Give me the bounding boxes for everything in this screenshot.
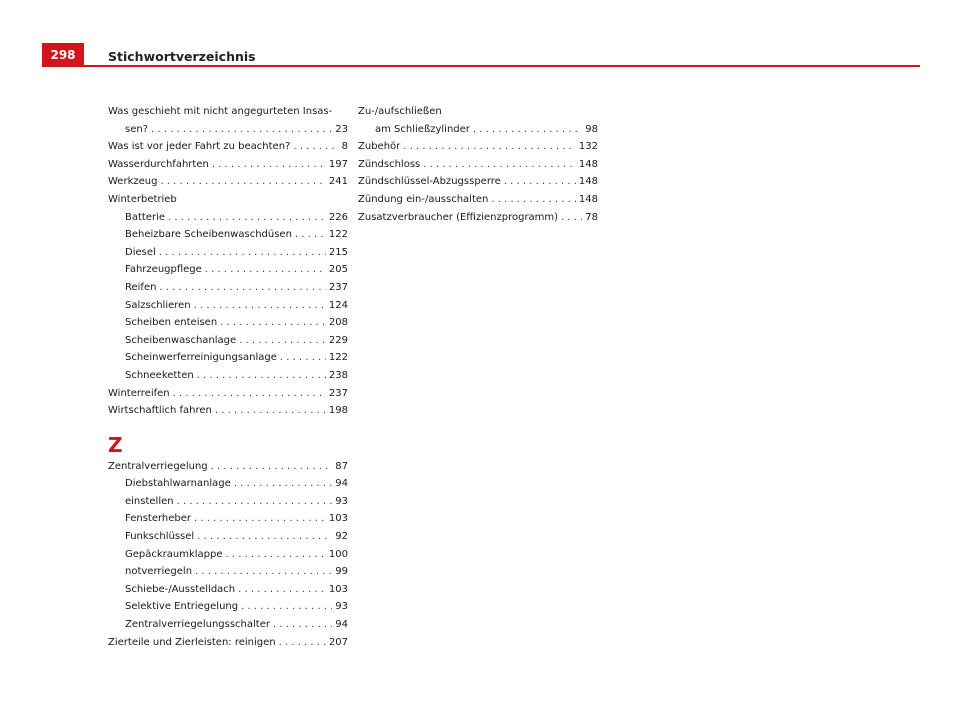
entry-label: Diesel [125, 246, 156, 258]
entry-page: 148 [578, 176, 598, 188]
dot-leader [504, 173, 576, 191]
entry-label: Winterreifen [108, 387, 170, 399]
entry-label: Zündung ein-/ausschalten [358, 193, 489, 205]
entry-page: 226 [328, 211, 348, 223]
dot-leader [211, 458, 333, 476]
entry-label: Scheinwerferreinigungsanlage [125, 352, 277, 364]
entry-page: 93 [335, 601, 348, 613]
dot-leader [295, 226, 326, 244]
entry-label: Gepäckraumklappe [125, 548, 223, 560]
entry-label: Schiebe-/Ausstelldach [125, 583, 236, 595]
entry-label: Werkzeug [108, 176, 158, 188]
dot-leader [197, 528, 332, 546]
index-entry-head: Winterbetrieb [108, 193, 177, 205]
dot-leader [173, 385, 326, 403]
entry-label: notverriegeln [125, 566, 193, 578]
dot-leader [473, 121, 582, 139]
index-subentry [108, 279, 348, 297]
entry-page: 237 [328, 387, 348, 399]
dot-leader [561, 209, 582, 227]
entry-label: Selektive Entriegelung [125, 601, 239, 613]
index-subentry [108, 598, 348, 616]
index-entry [108, 121, 348, 139]
index-subentry [108, 528, 348, 546]
index-column-right [358, 103, 598, 226]
index-entry [358, 173, 598, 191]
entry-label: Fahrzeugpflege [125, 264, 202, 276]
entry-page: 207 [328, 636, 348, 648]
entry-page: 132 [578, 141, 598, 153]
entry-page: 99 [335, 566, 348, 578]
index-subentry [108, 616, 348, 634]
entry-label: Scheibenwaschanlage [125, 334, 237, 346]
entry-label: am Schließzylinder [375, 123, 470, 135]
entry-page: 122 [328, 352, 348, 364]
entry-label: Zentralverriegelungsschalter [125, 619, 270, 631]
index-entry [358, 191, 598, 209]
dot-leader [279, 634, 326, 652]
entry-label: Funkschlüssel [125, 531, 195, 543]
entry-page: 98 [585, 123, 598, 135]
header-rule [84, 65, 920, 67]
dot-leader [215, 402, 326, 420]
entry-page: 197 [328, 158, 348, 170]
entry-label: Beheizbare Scheibenwaschdüsen [125, 229, 292, 241]
index-subentry [108, 226, 348, 244]
entry-label: Zündschlüssel-Abzugssperre [358, 176, 501, 188]
dot-leader [194, 297, 326, 315]
dot-leader [273, 616, 332, 634]
index-entry-head: Zu-/aufschließen [358, 106, 442, 117]
dot-leader [234, 475, 332, 493]
dot-leader [293, 138, 338, 156]
index-entry [108, 402, 348, 420]
index-entry [358, 209, 598, 227]
entry-page: 198 [328, 405, 348, 417]
entry-label: Schneeketten [125, 369, 194, 381]
index-entry [108, 458, 348, 476]
dot-leader [403, 138, 576, 156]
dot-leader [159, 244, 326, 262]
entry-label: Zierteile und Zierleisten: reinigen [108, 636, 276, 648]
section-letter: Z [108, 432, 123, 457]
entry-page: 215 [328, 246, 348, 258]
index-subentry [108, 493, 348, 511]
index-subentry [108, 581, 348, 599]
dot-leader [280, 349, 326, 367]
page-title: Stichwortverzeichnis [108, 49, 256, 64]
entry-page: 103 [328, 513, 348, 525]
entry-page: 8 [341, 141, 348, 153]
entry-label: Scheiben enteisen [125, 317, 218, 329]
entry-page: 87 [335, 460, 348, 472]
index-entry [108, 634, 348, 652]
entry-page: 93 [335, 495, 348, 507]
page-number: 298 [42, 43, 84, 67]
entry-page: 238 [328, 369, 348, 381]
dot-leader [212, 156, 326, 174]
dot-leader [239, 332, 326, 350]
index-entry [108, 173, 348, 191]
dot-leader [151, 121, 332, 139]
entry-label: einstellen [125, 495, 174, 507]
dot-leader [160, 173, 325, 191]
entry-label: Zubehör [358, 141, 401, 153]
index-subentry [108, 314, 348, 332]
index-entry [108, 156, 348, 174]
entry-label: Zusatzverbraucher (Effizienzprogramm) [358, 211, 559, 223]
entry-page: 94 [335, 478, 348, 490]
index-subentry [108, 261, 348, 279]
dot-leader [226, 546, 326, 564]
index-entry [108, 385, 348, 403]
entry-label: sen? [125, 123, 149, 135]
index-subentry [108, 297, 348, 315]
entry-page: 92 [335, 531, 348, 543]
index-subentry [108, 475, 348, 493]
dot-leader [168, 209, 326, 227]
entry-page: 237 [328, 281, 348, 293]
entry-page: 103 [328, 583, 348, 595]
index-subentry [108, 349, 348, 367]
entry-page: 124 [328, 299, 348, 311]
index-subentry [108, 510, 348, 528]
index-subentry [108, 332, 348, 350]
entry-label: Diebstahlwarnanlage [125, 478, 231, 490]
entry-page: 94 [335, 619, 348, 631]
entry-label: Zentralverriegelung [108, 460, 208, 472]
dot-leader [197, 367, 326, 385]
entry-page: 148 [578, 193, 598, 205]
index-column-left [108, 103, 348, 651]
index-subentry [108, 546, 348, 564]
dot-leader [177, 493, 333, 511]
index-subentry [108, 367, 348, 385]
entry-label: Wirtschaftlich fahren [108, 405, 212, 417]
dot-leader [194, 510, 326, 528]
entry-label: Salzschlieren [125, 299, 191, 311]
entry-label: Was ist vor jeder Fahrt zu beachten? [108, 141, 291, 153]
dot-leader [423, 156, 576, 174]
dot-leader [205, 261, 326, 279]
entry-page: 122 [328, 229, 348, 241]
index-entry [358, 156, 598, 174]
dot-leader [241, 598, 332, 616]
entry-page: 205 [328, 264, 348, 276]
entry-page: 241 [328, 176, 348, 188]
index-entry [358, 138, 598, 156]
dot-leader [195, 563, 332, 581]
index-entry-head: Was geschieht mit nicht angegurteten Insas- [108, 106, 333, 117]
entry-page: 208 [328, 317, 348, 329]
index-subentry [108, 209, 348, 227]
dot-leader [238, 581, 326, 599]
entry-label: Reifen [125, 281, 157, 293]
index-subentry [358, 121, 598, 139]
entry-page: 148 [578, 158, 598, 170]
entry-page: 23 [335, 123, 348, 135]
index-subentry [108, 563, 348, 581]
entry-page: 100 [328, 548, 348, 560]
dot-leader [159, 279, 325, 297]
entry-label: Batterie [125, 211, 166, 223]
entry-label: Zündschloss [358, 158, 421, 170]
dot-leader [220, 314, 326, 332]
entry-page: 78 [585, 211, 598, 223]
entry-page: 229 [328, 334, 348, 346]
dot-leader [491, 191, 576, 209]
entry-label: Fensterheber [125, 513, 192, 525]
index-entry [108, 138, 348, 156]
index-subentry [108, 244, 348, 262]
entry-label: Wasserdurchfahrten [108, 158, 209, 170]
